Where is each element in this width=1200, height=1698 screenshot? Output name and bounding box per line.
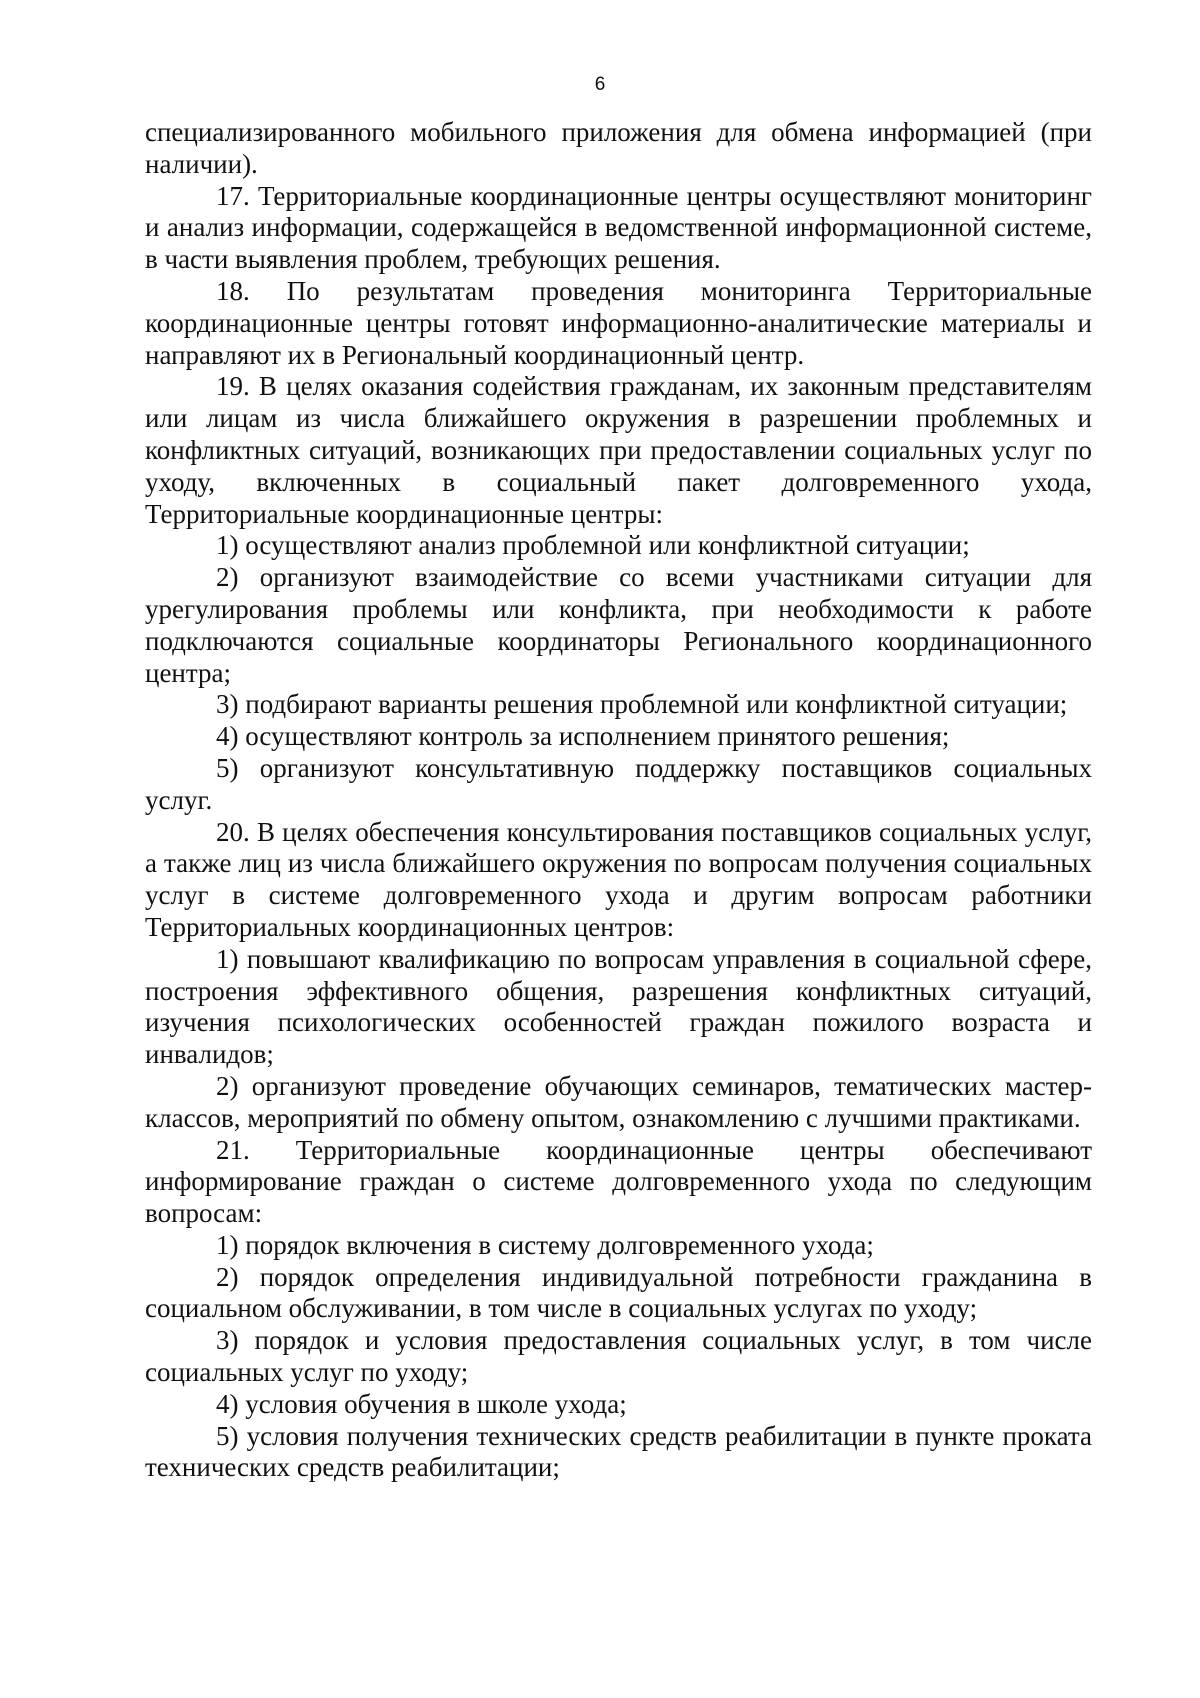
subitem-19-4: 4) осуществляют контроль за исполнением принятого решения; <box>216 721 950 752</box>
subitem-21-5: 5) условия получения технических средств реабилитации в пункте проката технических средств реабилитации; <box>145 1420 1092 1483</box>
paragraph-item-17: 17. Территориальные координационные центры осуществляют мониторинг и анализ информации, содержащейся в ведомственной информационной системе, в части выявления проблем, требующих решения. <box>145 180 1092 275</box>
subitem-19-1: 1) осуществляют анализ проблемной или конфликтной ситуации; <box>216 530 970 561</box>
subitem-19-3: 3) подбирают варианты решения проблемной или конфликтной ситуации; <box>216 689 1068 720</box>
subitem-19-5: 5) организуют консультативную поддержку поставщиков социальных услуг. <box>145 752 1092 815</box>
subitem-19-2: 2) организуют взаимодействие со всеми участниками ситуации для урегулирования проблемы или конфликта, при необходимости к работе подключаются социальные координаторы Регионального координационного центра; <box>145 562 1092 688</box>
subitem-21-3: 3) порядок и условия предоставления социальных услуг, в том числе социальных услуг по уходу; <box>145 1325 1092 1388</box>
subitem-21-1: 1) порядок включения в систему долговременного ухода; <box>216 1229 874 1260</box>
subitem-20-1: 1) повышают квалификацию по вопросам управления в социальной сфере, построения эффективного общения, разрешения конфликтных ситуаций, изучения психологических особенностей граждан пожилого возраста и инвалидов; <box>145 943 1092 1070</box>
document-body <box>145 117 1092 1484</box>
page-number: 6 <box>594 74 606 95</box>
subitem-21-2: 2) порядок определения индивидуальной потребности гражданина в социальном обслуживании, в том числе в социальных услугах по уходу; <box>145 1261 1092 1324</box>
paragraph-item-19: 19. В целях оказания содействия гражданам, их законным представителям или лицам из числа ближайшего окружения в разрешении проблемных и конфликтных ситуаций, возникающих при предоставлении социальных услуг по уходу, включенных в социальный пакет долговременного ухода, Территориальные координационные центры: <box>145 371 1092 529</box>
paragraph-item-18: 18. По результатам проведения мониторинга Территориальные координационные центры готовят информационно-аналитические материалы и направляют их в Региональный координационный центр. <box>145 275 1092 370</box>
paragraph-continuation: специализированного мобильного приложения для обмена информацией (при наличии). <box>145 117 1092 179</box>
paragraph-item-21: 21. Территориальные координационные центры обеспечивают информирование граждан о системе долговременного ухода по следующим вопросам: <box>145 1134 1092 1229</box>
subitem-20-2: 2) организуют проведение обучающих семинаров, тематических мастер-классов, мероприятий по обмену опытом, ознакомлению с лучшими практиками. <box>145 1070 1092 1133</box>
subitem-21-4: 4) условия обучения в школе ухода; <box>216 1388 627 1419</box>
paragraph-item-20: 20. В целях обеспечения консультирования поставщиков социальных услуг, а также лиц из числа ближайшего окружения по вопросам получения социальных услуг в системе долговременного ухода и другим вопросам работники Территориальных координационных центров: <box>145 816 1092 942</box>
